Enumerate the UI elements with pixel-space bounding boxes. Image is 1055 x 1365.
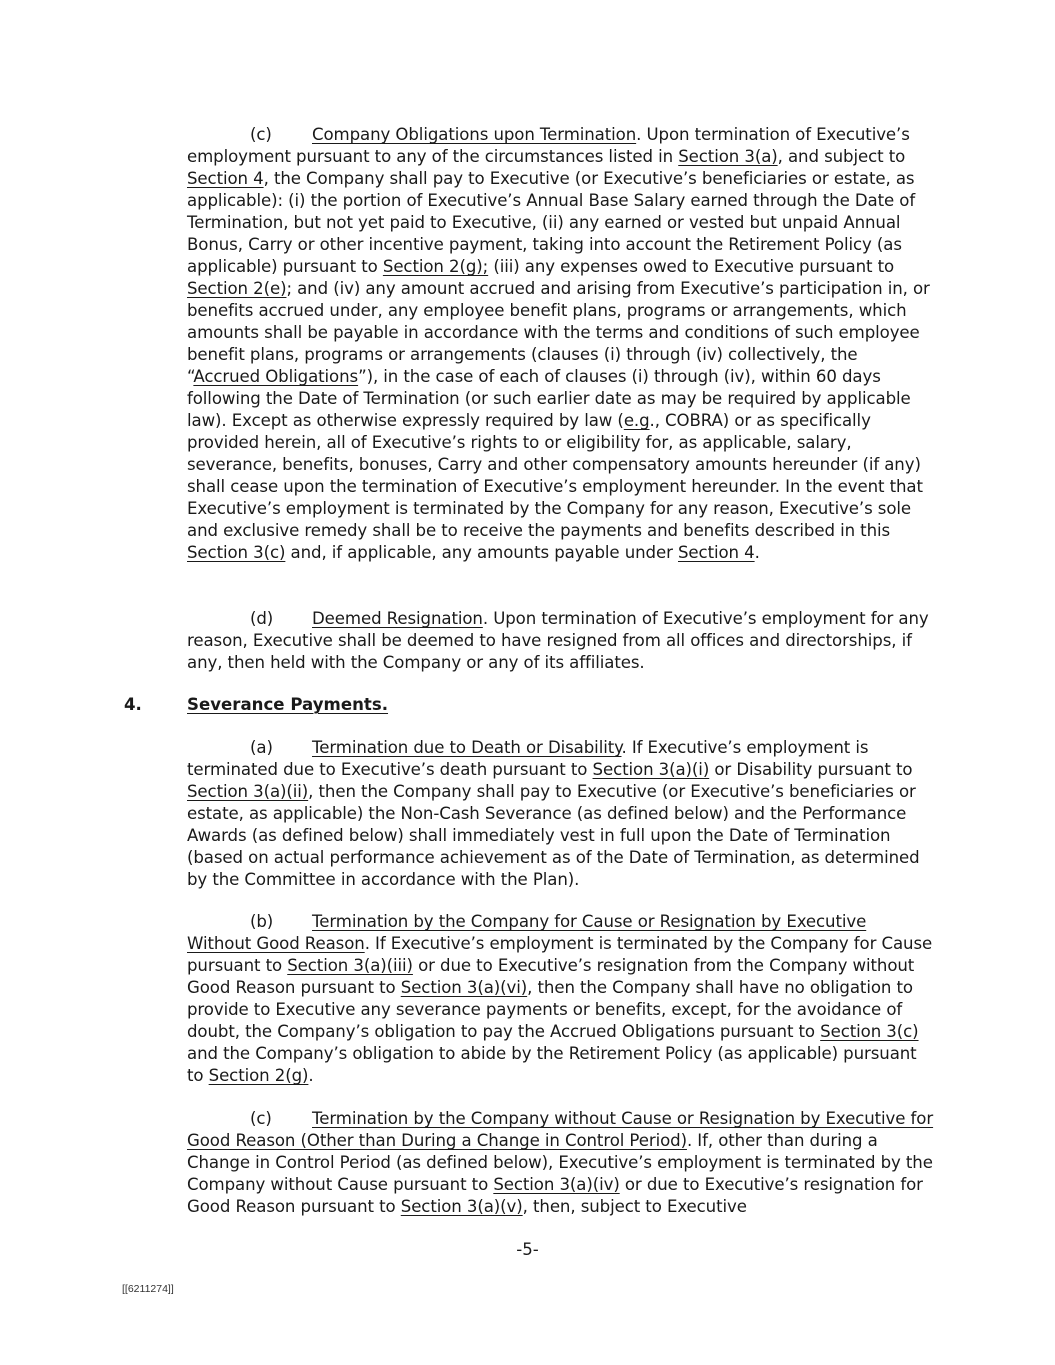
section-reference: Section 3(a)(vi): [400, 978, 528, 997]
section-reference: Section 3(c): [187, 543, 286, 562]
clause-title: Company Obligations upon Termination: [312, 125, 637, 144]
clause-title: Termination due to Death or Disability: [312, 738, 622, 757]
document-id: [[6211274]]: [122, 1283, 174, 1295]
clause-title: Deemed Resignation: [312, 609, 483, 628]
section-number: 4.: [124, 695, 142, 714]
section-reference: Section 3(c): [820, 1022, 919, 1041]
section-reference: Section 3(a)(i): [592, 760, 710, 779]
clause-label: (a): [250, 738, 273, 757]
paragraph-4a: (a) Termination due to Death or Disability. If Executive’s employment is terminated due to Executive’s death pursuant to Section 3(a)(i) or Disability pursuant to Section 3(a)(ii), then the Company shall pay to Executive (or Executive’s beneficiaries or estate, as applicable) the Non-Cash Severance (as defined below) and the Performance Awards (as defined below) shall immediately vest in full upon the Date of Termination (based on actual performance achievement as of the Date of Termination, as determined by the Committee in accordance with the Plan).: [187, 738, 920, 889]
clause-label: (c): [250, 1109, 272, 1128]
clause-label: (b): [250, 912, 274, 931]
clause-title: Termination by the Company for Cause or Resignation by Executive Without Good Reason: [187, 912, 867, 953]
clause-label: (d): [250, 609, 274, 628]
section-reference: Section 2(e): [187, 279, 287, 298]
paragraph-3d: (d) Deemed Resignation. Upon termination of Executive’s employment for any reason, Executive shall be deemed to have resigned from all offices and directorships, if any, then held with the Company or any of its affiliates.: [187, 609, 929, 672]
section-title: Severance Payments.: [187, 695, 389, 714]
section-reference: Section 4: [678, 543, 755, 562]
eg-abbreviation: e.g: [623, 411, 650, 430]
section-reference: Section 3(a)(iv): [493, 1175, 620, 1194]
clause-title: Termination by the Company without Cause or Resignation by Executive for Good Reason (Other than During a Change in Control Period): [187, 1109, 934, 1150]
clause-label: (c): [250, 125, 272, 144]
paragraph-4c: (c) Termination by the Company without Cause or Resignation by Executive for Good Reason (Other than During a Change in Control Period). If, other than during a Change in Control Period (as defined below), Executive’s employment is terminated by the Company without Cause pursuant to Section 3(a)(iv) or due to Executive’s resignation for Good Reason pursuant to Section 3(a)(v), then, subject to Executive: [187, 1109, 934, 1216]
section-reference: Section 3(a)(v): [400, 1197, 523, 1216]
paragraph-3c: (c) Company Obligations upon Termination. Upon termination of Executive’s employment pursuant to any of the circumstances listed in Section 3(a), and subject to Section 4, the Company shall pay to Executive (or Executive’s beneficiaries or estate, as applicable): (i) the portion of Executive’s Annual Base Salary earned through the Date of Termination, but not yet paid to Executive, (ii) any earned or vested but unpaid Annual Bonus, Carry or other incentive payment, taking into account the Retirement Policy (as applicable) pursuant to Section 2(g); (iii) any expenses owed to Executive pursuant to Section 2(e); and (iv) any amount accrued and arising from Executive’s participation in, or benefits accrued under, any employee benefit plans, programs or arrangements, which amounts shall be payable in accordance with the terms and conditions of such employee benefit plans, programs or arrangements (clauses (i) through (iv) collectively, the “Accrued Obligations”), in the case of each of clauses (i) through (iv), within 60 days following the Date of Termination (or such earlier date as may be required by applicable law). Except as otherwise expressly required by law (e.g., COBRA) or as specifically provided herein, all of Executive’s rights to or eligibility for, as applicable, salary, severance, benefits, bonuses, Carry and other compensatory amounts hereunder (if any) shall cease upon the termination of Executive’s employment hereunder. In the event that Executive’s employment is terminated by the Company for any reason, Executive’s sole and exclusive remedy shall be to receive the payments and benefits described in this Section 3(c) and, if applicable, any amounts payable under Section 4.: [187, 125, 930, 562]
defined-term: Accrued Obligations: [193, 367, 359, 386]
section-reference: Section 2(g): [208, 1066, 309, 1085]
section-reference: Section 4: [187, 169, 264, 188]
section-reference: Section 3(a)(ii): [187, 782, 309, 801]
section-reference: Section 2(g);: [382, 257, 489, 276]
section-reference: Section 3(a): [678, 147, 778, 166]
section-reference: Section 3(a)(iii): [287, 956, 413, 975]
section-4-heading: [124, 694, 824, 716]
page-number: -5-: [516, 1240, 539, 1259]
paragraph-4b: (b) Termination by the Company for Cause or Resignation by Executive Without Good Reason. If Executive’s employment is terminated by the Company for Cause pursuant to Section 3(a)(iii) or due to Executive’s resignation from the Company without Good Reason pursuant to Section 3(a)(vi), then the Company shall have no obligation to provide to Executive any severance payments or benefits, except, for the avoidance of doubt, the Company’s obligation to pay the Accrued Obligations pursuant to Section 3(c) and the Company’s obligation to abide by the Retirement Policy (as applicable) pursuant to Section 2(g).: [187, 912, 933, 1085]
